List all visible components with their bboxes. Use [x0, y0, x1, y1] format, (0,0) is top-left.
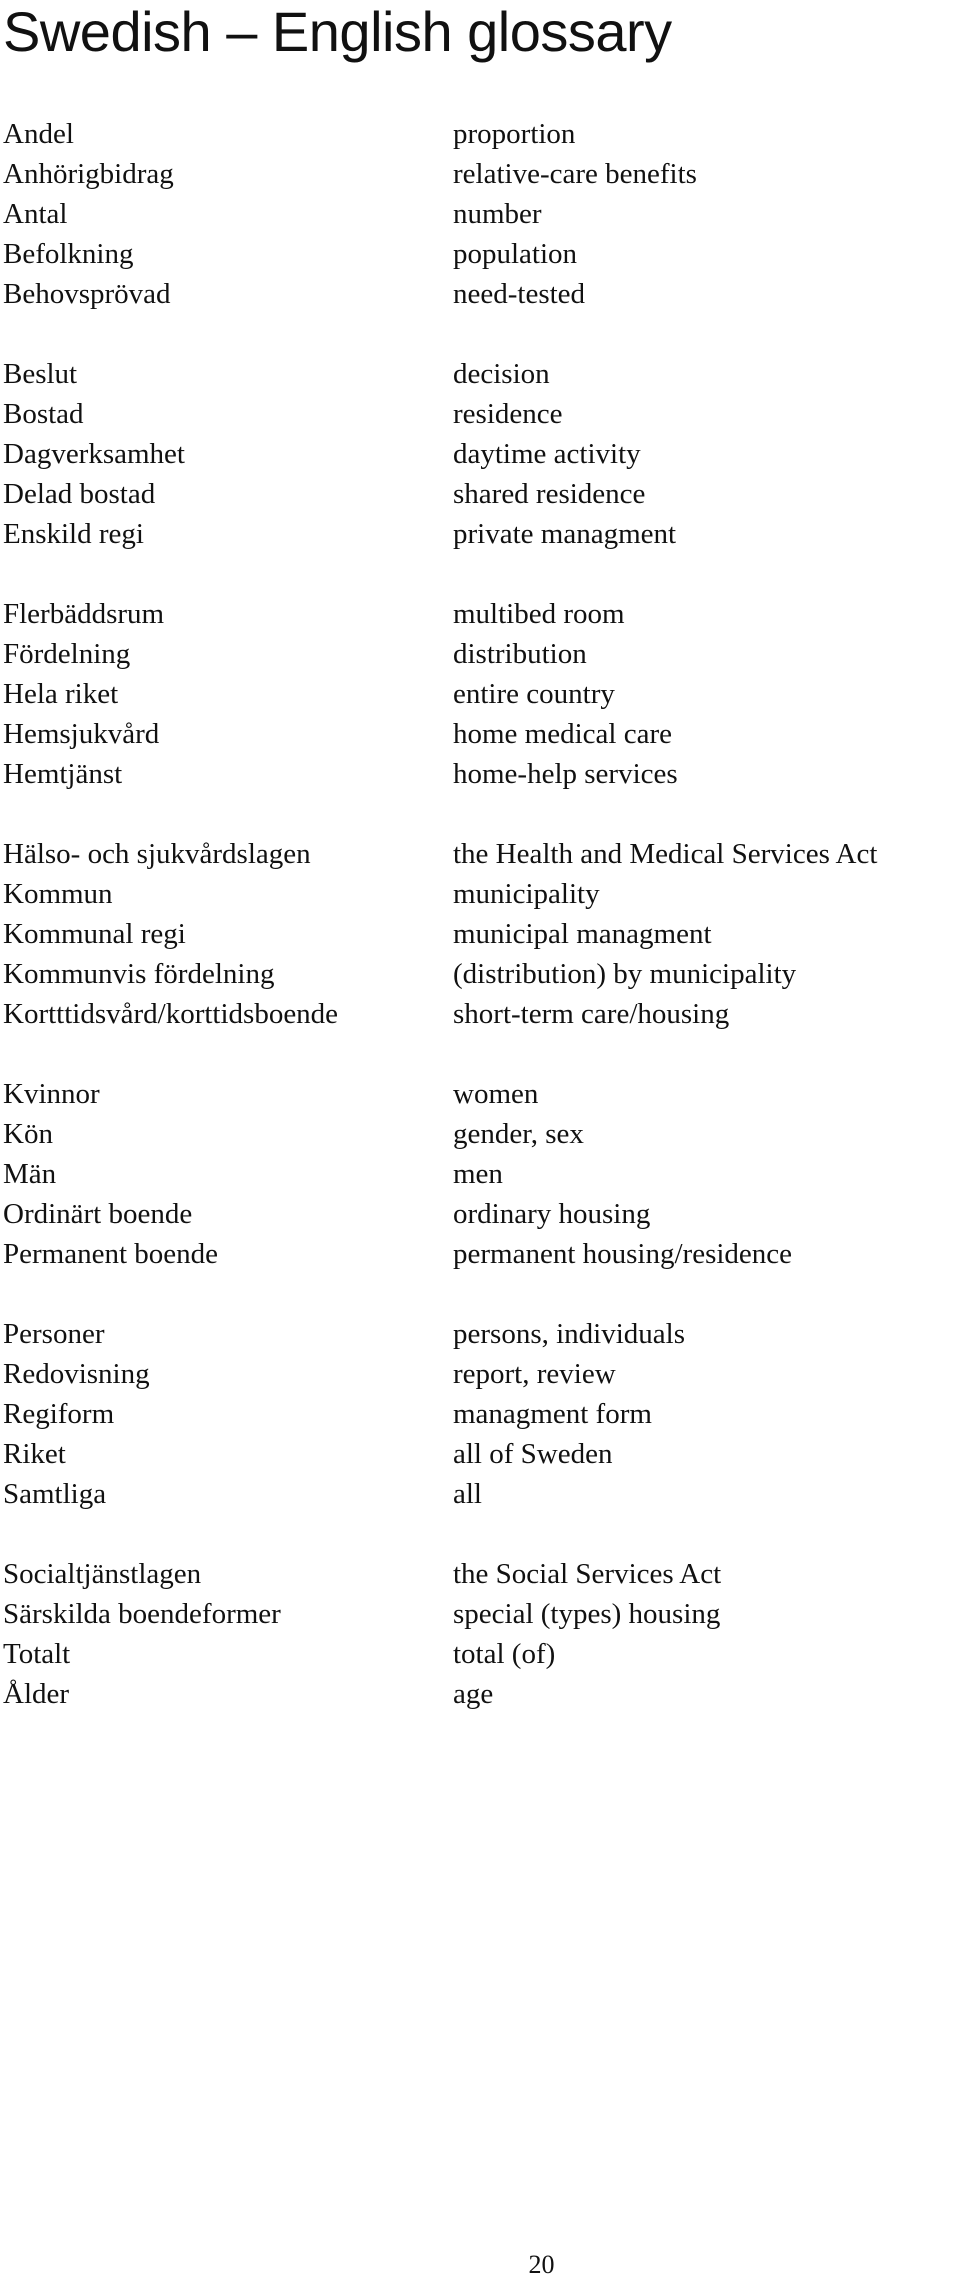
english-term: women	[453, 1078, 539, 1110]
glossary-row	[3, 1074, 958, 1114]
glossary-row	[3, 394, 958, 434]
english-term: municipality	[453, 878, 600, 910]
english-term: relative-care benefits	[453, 158, 697, 190]
glossary-row	[3, 1554, 958, 1594]
glossary-row	[3, 1194, 958, 1234]
english-term: men	[453, 1158, 503, 1190]
english-term: private managment	[453, 518, 677, 550]
english-term: (distribution) by municipality	[453, 958, 797, 990]
glossary-row	[3, 954, 958, 994]
glossary-row	[3, 354, 958, 394]
swedish-term: Kön	[3, 1118, 53, 1150]
swedish-term: Kommun	[3, 878, 113, 910]
english-term: multibed room	[453, 598, 625, 630]
glossary-row	[3, 1474, 958, 1514]
glossary-group	[3, 594, 958, 794]
glossary-row	[3, 1234, 958, 1274]
swedish-term: Enskild regi	[3, 518, 144, 550]
english-term: home medical care	[453, 718, 672, 750]
glossary-row	[3, 1674, 958, 1714]
english-term: persons, individuals	[453, 1318, 685, 1350]
glossary-row	[3, 634, 958, 674]
english-term: shared residence	[453, 478, 646, 510]
swedish-term: Riket	[3, 1438, 66, 1470]
glossary-row	[3, 274, 958, 314]
swedish-term: Hemtjänst	[3, 758, 123, 790]
swedish-term: Hela riket	[3, 678, 119, 710]
swedish-term: Kommunvis fördelning	[3, 958, 275, 990]
swedish-term: Socialtjänstlagen	[3, 1558, 202, 1590]
swedish-term: Delad bostad	[3, 478, 156, 510]
page-number: 20	[528, 2250, 555, 2279]
swedish-term: Bostad	[3, 398, 84, 430]
swedish-term: Befolkning	[3, 238, 134, 270]
swedish-term: Behovsprövad	[3, 278, 171, 310]
english-term: age	[453, 1678, 494, 1710]
english-term: the Social Services Act	[453, 1558, 722, 1590]
glossary-row	[3, 474, 958, 514]
glossary-group	[3, 1314, 958, 1514]
glossary-row	[3, 1314, 958, 1354]
swedish-term: Permanent boende	[3, 1238, 219, 1270]
english-term: special (types) housing	[453, 1598, 721, 1630]
english-term: total (of)	[453, 1638, 556, 1670]
swedish-term: Samtliga	[3, 1478, 107, 1510]
english-term: daytime activity	[453, 438, 641, 470]
swedish-term: Andel	[3, 118, 74, 150]
swedish-term: Ordinärt boende	[3, 1198, 193, 1230]
glossary-row	[3, 234, 958, 274]
english-term: proportion	[453, 118, 576, 150]
glossary-row	[3, 914, 958, 954]
glossary-row	[3, 674, 958, 714]
swedish-term: Antal	[3, 198, 68, 230]
english-term: population	[453, 238, 578, 270]
english-term: all	[453, 1478, 482, 1510]
english-term: all of Sweden	[453, 1438, 613, 1470]
english-term: the Health and Medical Services Act	[453, 838, 878, 870]
glossary-row	[3, 834, 958, 874]
english-term: home-help services	[453, 758, 678, 790]
glossary-row	[3, 114, 958, 154]
glossary-row	[3, 194, 958, 234]
english-term: managment form	[453, 1398, 652, 1430]
swedish-term: Särskilda boendeformer	[3, 1598, 281, 1630]
swedish-term: Hemsjukvård	[3, 718, 160, 750]
glossary-group	[3, 1554, 958, 1714]
glossary-row	[3, 1394, 958, 1434]
english-term: distribution	[453, 638, 587, 670]
glossary-list	[3, 114, 958, 1754]
swedish-term: Regiform	[3, 1398, 115, 1430]
english-term: residence	[453, 398, 563, 430]
swedish-term: Beslut	[3, 358, 78, 390]
glossary-group	[3, 1074, 958, 1274]
glossary-row	[3, 1594, 958, 1634]
swedish-term: Dagverksamhet	[3, 438, 185, 470]
glossary-row	[3, 874, 958, 914]
english-term: number	[453, 198, 542, 230]
glossary-group	[3, 354, 958, 554]
swedish-term: Kortttidsvård/korttidsboende	[3, 998, 339, 1030]
glossary-row	[3, 434, 958, 474]
english-term: gender, sex	[453, 1118, 584, 1150]
glossary-row	[3, 594, 958, 634]
english-term: permanent housing/residence	[453, 1238, 793, 1270]
english-term: ordinary housing	[453, 1198, 651, 1230]
glossary-row	[3, 154, 958, 194]
glossary-row	[3, 754, 958, 794]
glossary-group	[3, 834, 958, 1034]
english-term: need-tested	[453, 278, 586, 310]
glossary-row	[3, 1114, 958, 1154]
english-term: short-term care/housing	[453, 998, 730, 1030]
swedish-term: Ålder	[3, 1678, 70, 1710]
swedish-term: Totalt	[3, 1638, 71, 1670]
swedish-term: Hälso- och sjukvårdslagen	[3, 838, 311, 870]
english-term: decision	[453, 358, 550, 390]
swedish-term: Fördelning	[3, 638, 131, 670]
swedish-term: Män	[3, 1158, 57, 1190]
english-term: entire country	[453, 678, 615, 710]
swedish-term: Anhörigbidrag	[3, 158, 174, 190]
swedish-term: Kommunal regi	[3, 918, 186, 950]
page-title: Swedish – English glossary	[3, 0, 672, 63]
english-term: report, review	[453, 1358, 616, 1390]
glossary-row	[3, 1634, 958, 1674]
english-term: municipal managment	[453, 918, 712, 950]
glossary-group	[3, 114, 958, 314]
swedish-term: Personer	[3, 1318, 105, 1350]
glossary-row	[3, 714, 958, 754]
swedish-term: Redovisning	[3, 1358, 150, 1390]
glossary-row	[3, 1354, 958, 1394]
glossary-row	[3, 514, 958, 554]
swedish-term: Flerbäddsrum	[3, 598, 165, 630]
glossary-row	[3, 994, 958, 1034]
glossary-row	[3, 1434, 958, 1474]
glossary-row	[3, 1154, 958, 1194]
swedish-term: Kvinnor	[3, 1078, 100, 1110]
